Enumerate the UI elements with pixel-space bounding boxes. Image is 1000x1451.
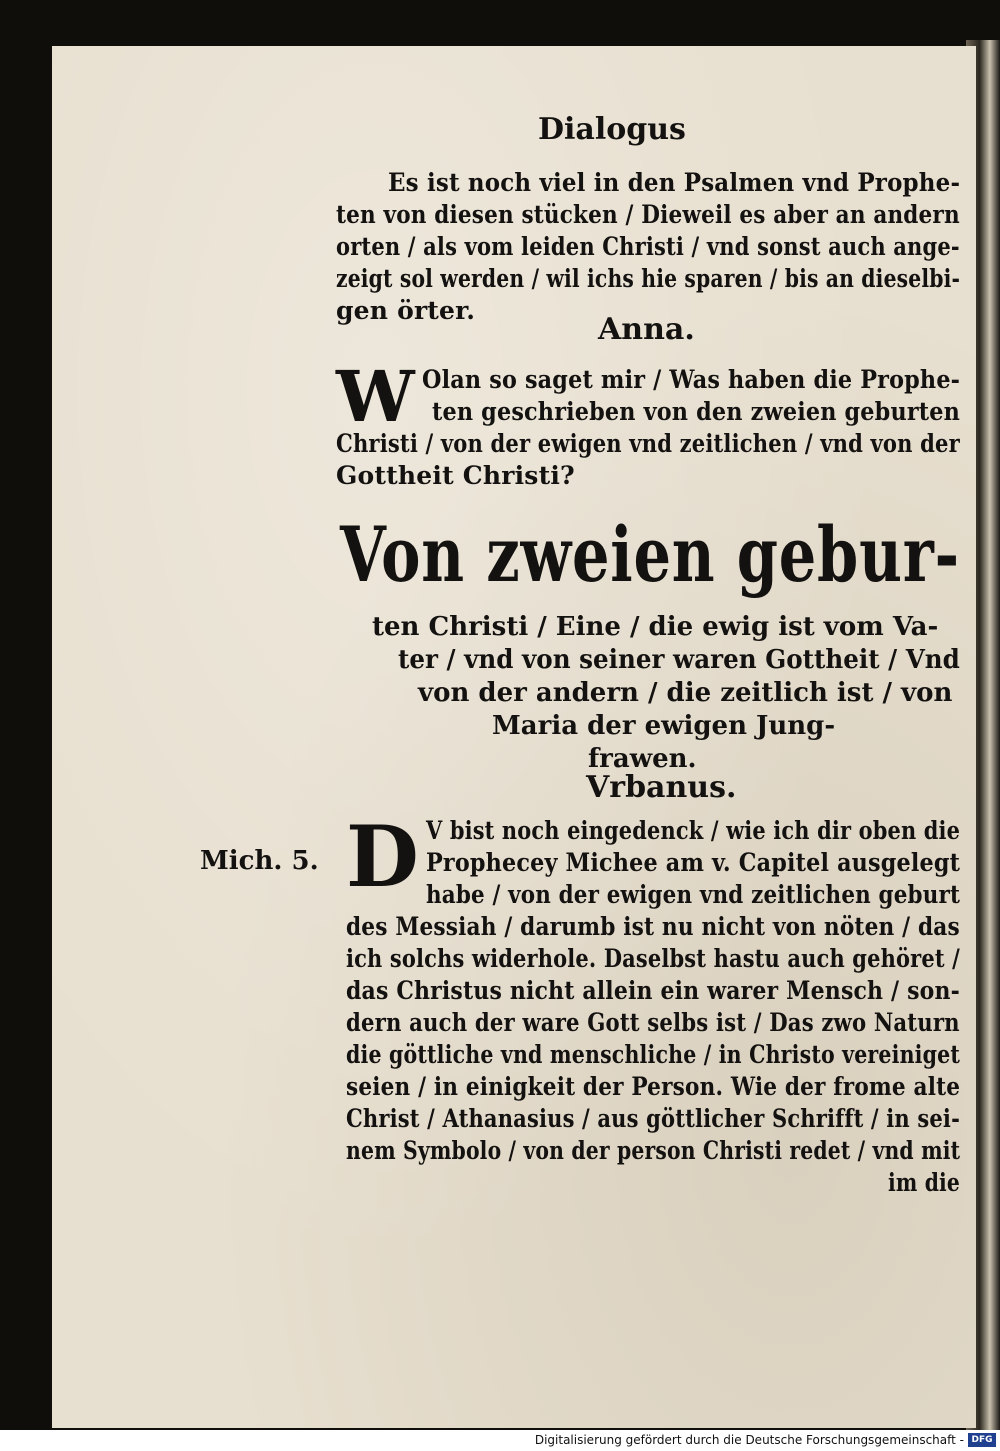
section-sub-line-2: ter / vnd von seiner waren Gottheit / Vnd (398, 645, 960, 675)
para2-line-4: Gottheit Christi? (336, 461, 575, 490)
margin-note: Mich. 5. (200, 846, 319, 876)
para3-line-7: dern auch der ware Gott selbs ist / Das zwo Naturn (346, 1008, 960, 1037)
dfg-logo-icon: DFG (968, 1433, 996, 1447)
section-sub-line-4: Maria der ewigen Jung- (492, 711, 836, 741)
para3-line-2: Prophecey Michee am v. Capitel ausgelegt (426, 848, 961, 877)
speaker-anna: Anna. (598, 312, 695, 347)
para3-line-4: des Messiah / darumb ist nu nicht von nöten / das (346, 912, 960, 941)
para3-line-9: seien / in einigkeit der Person. Wie der frome alte (346, 1072, 961, 1101)
para3-line-5: ich solchs widerhole. Daselbst hastu auch gehöret / (346, 944, 960, 973)
para1-line-4: zeigt sol werden / wil ichs hie sparen / bis an dieselbi- (336, 264, 961, 293)
para3-line-6: das Christus nicht allein ein warer Mensch / son- (346, 976, 960, 1005)
para3-line-8: die göttliche vnd menschliche / in Christo vereiniget (346, 1040, 961, 1069)
speaker-urbanus: Vrbanus. (586, 770, 737, 805)
section-sub-line-5: frawen. (588, 744, 697, 774)
drop-cap-w: W (336, 355, 415, 438)
section-sub-line-3: von der andern / die zeitlich ist / von (418, 678, 953, 708)
catchword: im die (888, 1168, 960, 1197)
footer-bar (0, 1430, 1000, 1451)
para1-line-5: gen örter. (336, 296, 476, 325)
para3-line-1: V bist noch eingedenck / wie ich dir oben die (426, 816, 961, 845)
section-sub-line-1: ten Christi / Eine / die ewig ist vom Va- (372, 612, 939, 642)
para2-line-1: Olan so saget mir / Was haben die Prophe- (422, 365, 961, 394)
section-title: Von zweien gebur- (340, 510, 960, 599)
para1-line-3: orten / als vom leiden Christi / vnd sonst auch ange- (336, 232, 960, 261)
para2-line-3: Christi / von der ewigen vnd zeitlichen / vnd von der (336, 429, 960, 458)
para2-line-2: ten geschrieben von den zweien geburten (432, 397, 961, 426)
para1-line-2: ten von diesen stücken / Dieweil es aber an andern (336, 200, 960, 229)
para3-line-3: habe / von der ewigen vnd zeitlichen geburt (426, 880, 961, 909)
para3-line-11: nem Symbolo / von der person Christi redet / vnd mit (346, 1136, 961, 1165)
para1-line-1: Es ist noch viel in den Psalmen vnd Prophe- (388, 168, 961, 197)
para3-line-10: Christ / Athanasius / aus göttlicher Schrifft / in sei- (346, 1104, 960, 1133)
footer-credit: Digitalisierung gefördert durch die Deutsche Forschungsgemeinschaft - (534, 1433, 964, 1447)
running-head: Dialogus (538, 112, 686, 147)
drop-cap-d: D (346, 807, 419, 906)
